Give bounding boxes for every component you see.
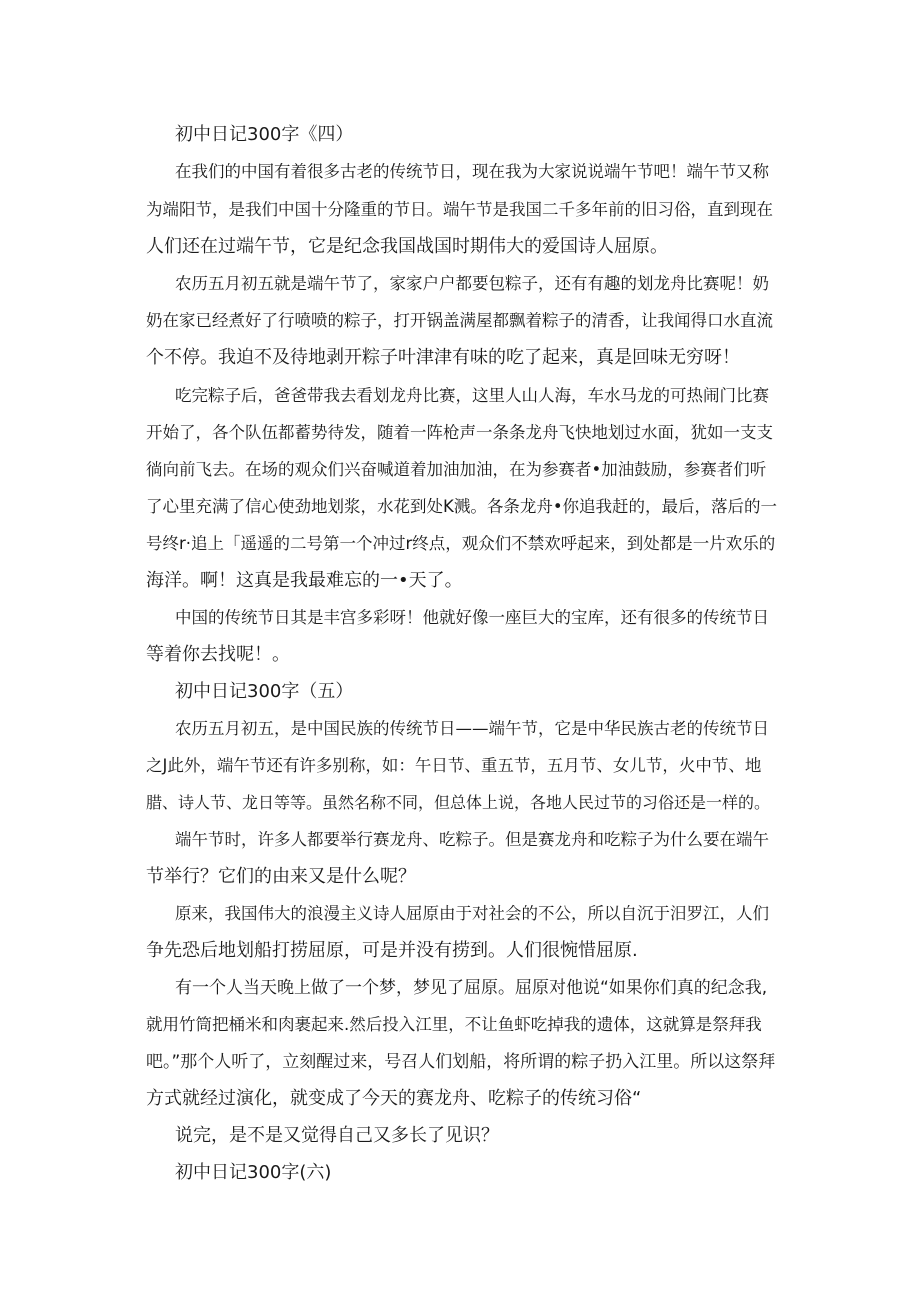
text-line: 腊、诗人节、龙日等等。虽然名称不同，但总体上说，各地人民过节的习俗还是一样的。 [146, 793, 771, 812]
text-line: 说完，是不是又觉得自己又多长了见识？ [175, 1125, 499, 1146]
text-line: 海洋。啊！这真是我最难忘的一•天了。 [146, 570, 463, 591]
text-line: 开始了，各个队伍都蓄势待发，随着一阵枪声一条条龙舟飞快地划过水面，犹如一支支 [146, 423, 773, 442]
text-line: 争先恐后地划船打捞屈原，可是并没有捞到。人们很惋惜屈原. [146, 940, 638, 961]
text-line: 徜向前飞去。在场的观众们兴奋喊道着加油加油，在为参赛者•加油鼓励，参赛者们听 [146, 460, 767, 479]
text-line: 为端阳节，是我们中国十分隆重的节日。端午节是我国二千多年前的旧习俗，直到现在 [146, 200, 773, 219]
text-line: 方式就经过演化，就变成了今天的赛龙舟、吃粽子的传统习俗“ [146, 1088, 642, 1109]
text-line: 个不停。我迫不及待地剥开粽子叶津津有味的吃了起来，真是回味无穷呀！ [146, 347, 740, 368]
text-line: 在我们的中国有着很多古老的传统节日，现在我为大家说说端午节吧！端午节又称 [175, 162, 769, 181]
text-line: 奶在家已经煮好了行喷喷的粽子，打开锅盖满屋都飘着粽子的清香，让我闻得口水直流 [146, 311, 773, 330]
section-heading: 初中日记300字（五） [175, 681, 354, 702]
text-line: 吧。”那个人听了，立刻醒过来，号召人们划船，将所谓的粽子扔入江里。所以这祭拜 [146, 1052, 776, 1072]
text-line: 人们还在过端午节，它是纪念我国战国时期伟大的爱国诗人屈原。 [146, 236, 668, 257]
section-heading: 初中日记300字(六) [175, 1162, 332, 1183]
text-line: 有一个人当天晚上做了一个梦，梦见了屈原。屈原对他说“如果你们真的纪念我, [175, 978, 768, 998]
text-line: 号终r·追上「遥遥的二号第一个冲过r终点，观众们不禁欢呼起来，到处都是一片欢乐的 [146, 534, 776, 553]
text-line: 中国的传统节日其是丰宫多彩呀！他就好像一座巨大的宝库，还有很多的传统节日 [175, 608, 769, 627]
text-line: 吃完粽子后，爸爸带我去看划龙舟比赛，这里人山人海，车水马龙的可热闹门比赛 [175, 386, 769, 405]
text-line: 农历五月初五，是中国民族的传统节日——端午节，它是中华民族古老的传统节日 [175, 719, 769, 738]
text-line: 等着你去找呢！。 [146, 644, 290, 665]
text-line: 端午节时，许多人都要举行赛龙舟、吃粽子。但是赛龙舟和吃粽子为什么要在端午 [175, 830, 769, 849]
text-line: 农历五月初五就是端午节了，家家户户都要包粽子，还有有趣的划龙舟比赛呢！奶 [175, 274, 769, 293]
text-line: 就用竹筒把桶米和肉裹起来.然后投入江里，不让鱼虾吃掉我的遗体，这就算是祭拜我 [146, 1015, 762, 1034]
text-line: 节举行？它们的由来又是什么呢？ [146, 866, 416, 887]
text-line: 之J此外，端午节还有许多别称，如：午日节、重五节，五月节、女儿节，火中节、地 [146, 756, 762, 775]
text-line: 了心里充满了信心使劲地划浆，水花到处K溅。各条龙舟•你追我赶的，最后，落后的一 [146, 497, 778, 516]
text-line: 原来，我国伟大的浪漫主义诗人屈原由于对社会的不公，所以自沉于汨罗江，人们 [175, 904, 769, 923]
section-heading: 初中日记300字《四） [175, 124, 354, 145]
